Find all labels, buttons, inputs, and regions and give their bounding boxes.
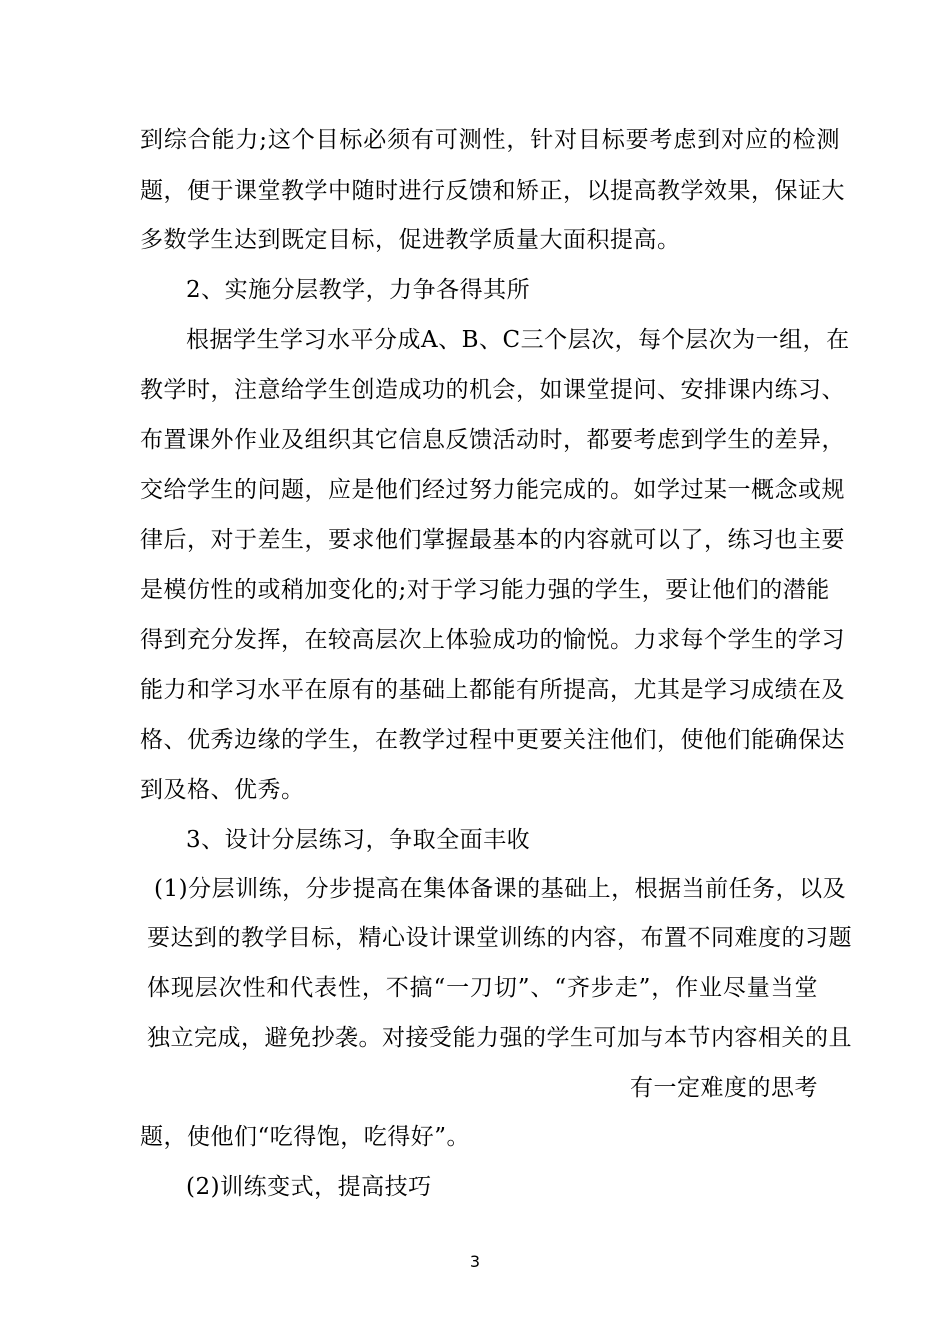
text-line: 有一定难度的思考 bbox=[630, 1075, 818, 1101]
section-heading: 3、设计分层练习，争取全面丰收 bbox=[186, 827, 531, 853]
text-line: 能力和学习水平在原有的基础上都能有所提高，尤其是学习成绩在及 bbox=[140, 677, 845, 703]
text-line: 独立完成，避免抄袭。对接受能力强的学生可加与本节内容相关的且 bbox=[147, 1025, 852, 1051]
text-line: 教学时，注意给学生创造成功的机会，如课堂提问、安排课内练习、 bbox=[140, 377, 845, 403]
text-line: 多数学生达到既定目标，促进教学质量大面积提高。 bbox=[140, 227, 681, 253]
page-number: 3 bbox=[469, 1252, 481, 1271]
text-line: 要达到的教学目标，精心设计课堂训练的内容，布置不同难度的习题 bbox=[147, 925, 852, 951]
subsection-heading: (2)训练变式，提高技巧 bbox=[186, 1174, 432, 1200]
text-line: 题，使他们“吃得饱，吃得好”。 bbox=[140, 1124, 471, 1150]
text-line: 得到充分发挥，在较高层次上体验成功的愉悦。力求每个学生的学习 bbox=[140, 627, 845, 653]
text-line: 根据学生学习水平分成A、B、C三个层次，每个层次为一组，在 bbox=[186, 327, 850, 353]
text-line: 到及格、优秀。 bbox=[140, 777, 305, 803]
text-line: 到综合能力;这个目标必须有可测性，针对目标要考虑到对应的检测 bbox=[140, 127, 840, 153]
text-line: 体现层次性和代表性，不搞“一刀切”、“齐步走”，作业尽量当堂 bbox=[147, 975, 818, 1001]
text-line: 题，便于课堂教学中随时进行反馈和矫正，以提高教学效果，保证大 bbox=[140, 178, 845, 204]
section-heading: 2、实施分层教学，力争各得其所 bbox=[186, 277, 531, 303]
text-line: 布置课外作业及组织其它信息反馈活动时，都要考虑到学生的差异， bbox=[140, 427, 845, 453]
text-line: 律后，对于差生，要求他们掌握最基本的内容就可以了，练习也主要 bbox=[140, 527, 845, 553]
text-line: (1)分层训练，分步提高在集体备课的基础上，根据当前任务，以及 bbox=[154, 876, 847, 902]
text-line: 交给学生的问题，应是他们经过努力能完成的。如学过某一概念或规 bbox=[140, 477, 845, 503]
text-line: 格、优秀边缘的学生，在教学过程中更要关注他们，使他们能确保达 bbox=[140, 727, 845, 753]
text-line: 是模仿性的或稍加变化的;对于学习能力强的学生，要让他们的潜能 bbox=[140, 577, 830, 603]
